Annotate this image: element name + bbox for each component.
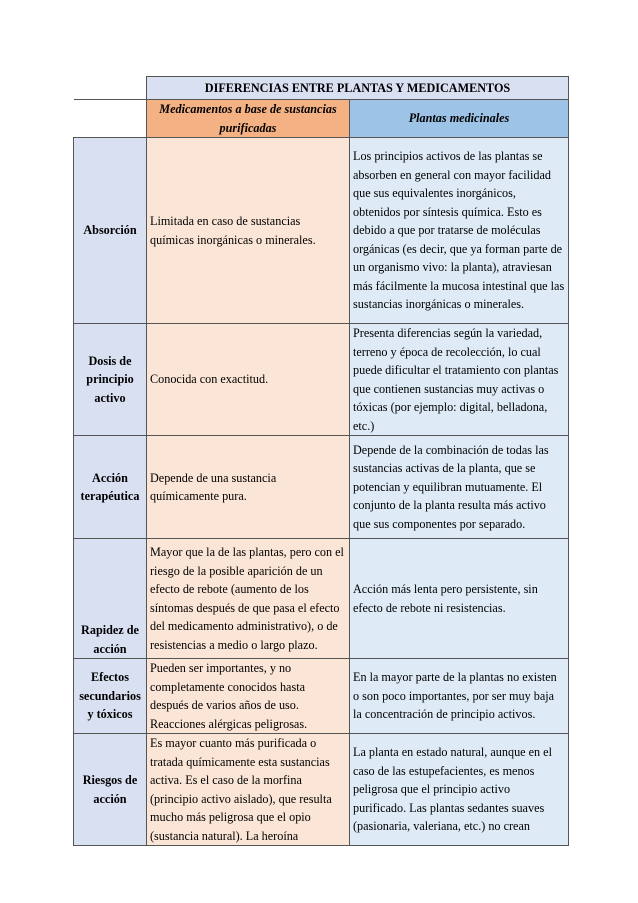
- cell-plantas: Depende de la combinación de todas las sustancias activas de la planta, que se potencian y equilibran mutuamente. El conjunto de la planta resulta más activo que sus componentes por separado.: [350, 436, 569, 539]
- table-row: [74, 138, 569, 324]
- row-label-absorcion: Absorción: [74, 138, 147, 324]
- row-label-accion-terapeutica: Acción terapéutica: [74, 436, 147, 539]
- row-label-efectos: Efectos secundarios y tóxicos: [74, 659, 147, 734]
- row-label-dosis: Dosis de principio activo: [74, 324, 147, 436]
- table-row: [74, 539, 569, 659]
- table-row: [74, 436, 569, 539]
- table-row: [74, 659, 569, 734]
- table-title-row: [74, 77, 569, 100]
- row-label-riesgos: Riesgos de acción: [74, 734, 147, 846]
- table-row: [74, 324, 569, 436]
- header-medicamentos: Medicamentos a base de sustancias purificadas: [147, 100, 350, 138]
- cell-plantas: La planta en estado natural, aunque en el caso de las estupefacientes, es menos peligrosa que el principio activo purificado. Las plantas sedantes suaves (pasionaria, valeriana, etc.) no crean: [350, 734, 569, 846]
- corner-blank-cell: [74, 77, 147, 100]
- cell-medicamentos: Pueden ser importantes, y no completamente conocidos hasta después de varios años de uso. Reacciones alérgicas peligrosas.: [147, 659, 350, 734]
- cell-medicamentos: Limitada en caso de sustancias químicas inorgánicas o minerales.: [147, 138, 350, 324]
- cell-medicamentos: Es mayor cuanto más purificada o tratada químicamente esta sustancias activa. Es el caso de la morfina (principio activo aislado), que resulta mucho más peligrosa que el opio (sustancia natural). La heroína: [147, 734, 350, 846]
- header-plantas: Plantas medicinales: [350, 100, 569, 138]
- comparison-table: [73, 76, 569, 846]
- cell-plantas: Presenta diferencias según la variedad, terreno y época de recolección, lo cual puede dificultar el tratamiento con plantas que contienen sustancias muy activas o tóxicas (por ejemplo: digital, belladona, etc.): [350, 324, 569, 436]
- row-label-rapidez: Rapidez de acción: [74, 539, 147, 659]
- table-header-row: [74, 100, 569, 138]
- cell-medicamentos: Conocida con exactitud.: [147, 324, 350, 436]
- corner-blank-cell: [74, 100, 147, 138]
- cell-medicamentos: Mayor que la de las plantas, pero con el riesgo de la posible aparición de un efecto de rebote (aumento de los síntomas después de que pasa el efecto del medicamento administrativo), o de resistencias a medio o largo plazo.: [147, 539, 350, 659]
- table-title: DIFERENCIAS ENTRE PLANTAS Y MEDICAMENTOS: [147, 77, 569, 100]
- table-row: [74, 734, 569, 846]
- cell-plantas: En la mayor parte de la plantas no existen o son poco importantes, por ser muy baja la concentración de principio activos.: [350, 659, 569, 734]
- cell-medicamentos: Depende de una sustancia químicamente pura.: [147, 436, 350, 539]
- cell-plantas: Los principios activos de las plantas se absorben en general con mayor facilidad que sus equivalentes inorgánicos, obtenidos por síntesis química. Esto es debido a que por tratarse de moléculas orgánicas (es decir, que ya forman parte de un organismo vivo: la planta), atraviesan más fácilmente la mucosa intestinal que las sustancias inorgánicas o minerales.: [350, 138, 569, 324]
- cell-plantas: Acción más lenta pero persistente, sin efecto de rebote ni resistencias.: [350, 539, 569, 659]
